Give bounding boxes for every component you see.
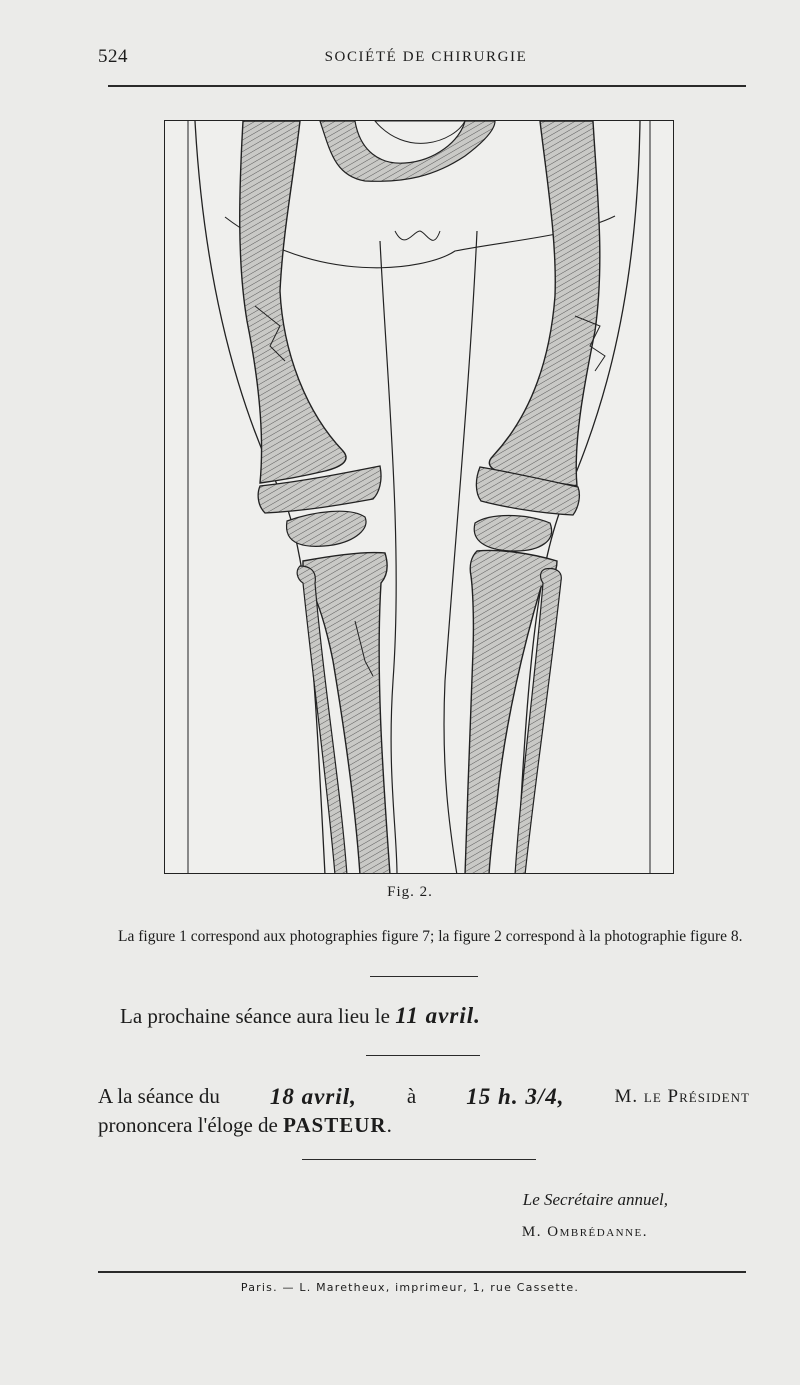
- separator-rule-2: [366, 1055, 480, 1056]
- figure-caption: Fig. 2.: [387, 884, 433, 900]
- page-number: 524: [98, 46, 128, 67]
- running-title: SOCIÉTÉ DE CHIRURGIE: [324, 49, 528, 65]
- footer-rule: [98, 1271, 746, 1273]
- eulogy-part3: prononcera l'éloge de: [98, 1113, 284, 1137]
- eulogy-speaker: M. le Président: [614, 1086, 750, 1107]
- eulogy-time: 15 h. 3/4,: [466, 1084, 565, 1109]
- eulogy-date: 18 avril,: [269, 1084, 357, 1109]
- figure-note-text: La figure 1 correspond aux photographies figure 7; la figure 2 correspond à la photographie figure 8.: [118, 928, 743, 945]
- header-rule: [108, 85, 746, 87]
- figure-note: [98, 926, 752, 947]
- next-session-prefix: La prochaine séance aura lieu le: [120, 1004, 396, 1028]
- eulogy-part2: à: [406, 1084, 417, 1108]
- printer-imprint: Paris. — L. Maretheux, imprimeur, 1, rue Cassette.: [240, 1281, 580, 1294]
- eulogy-end: .: [386, 1113, 392, 1137]
- next-session-announcement: [120, 1003, 481, 1029]
- separator-rule-3: [302, 1159, 536, 1160]
- eulogy-part1: A la séance du: [98, 1084, 220, 1108]
- next-session-date: 11 avril.: [395, 1003, 481, 1028]
- signature-name: M. Ombrédanne.: [521, 1224, 648, 1240]
- signature-title: Le Secrétaire annuel,: [522, 1190, 668, 1209]
- eulogy-subject: PASTEUR: [283, 1113, 387, 1137]
- knee-illustration: [165, 121, 674, 874]
- knee-figure: [164, 120, 674, 874]
- eulogy-announcement: [98, 1082, 750, 1140]
- separator-rule-1: [370, 976, 478, 977]
